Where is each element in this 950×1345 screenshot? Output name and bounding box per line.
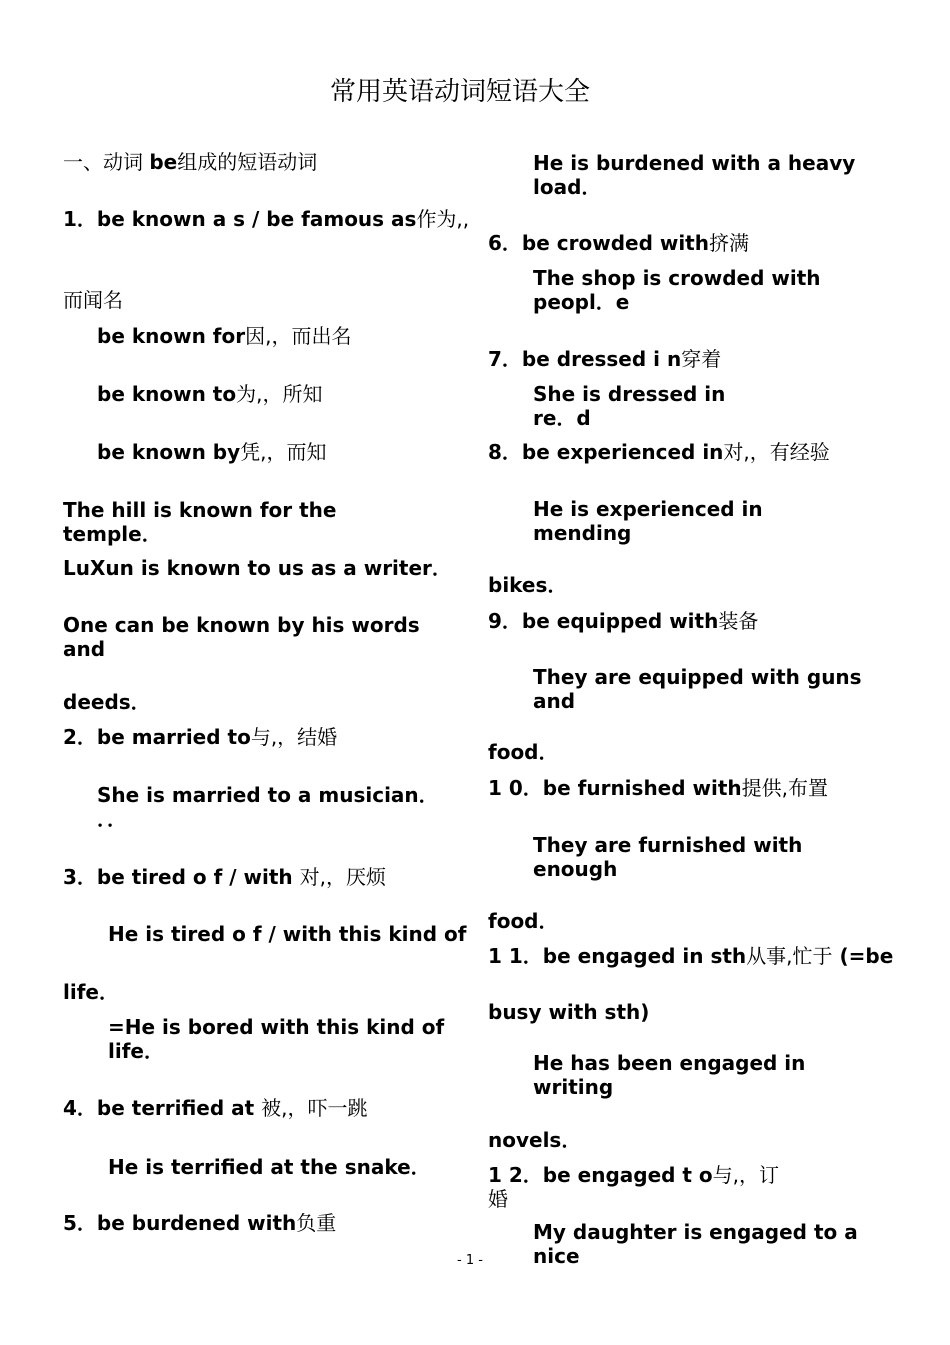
phrase-item-2 (63, 725, 337, 749)
phrase-item-6 (488, 231, 749, 255)
example-2-line2: ．． (97, 807, 127, 831)
example-4: He is terrified at the snake． (108, 1155, 431, 1179)
example-7-line2: re．d (533, 406, 591, 430)
example-5-line2: load． (533, 175, 602, 199)
example-6-line2: peopl．e (533, 290, 630, 314)
example-8-line3: bikes． (488, 573, 568, 597)
example-10-line1: They are furnished with (533, 833, 803, 857)
example-5-line1: He is burdened with a heavy (533, 151, 856, 175)
page-title: 常用英语动词短语大全 (329, 77, 590, 107)
phrase-1-continuation: 而闻名 (63, 288, 123, 312)
phrase-10-english: 1 0．be furnished with (488, 776, 742, 800)
phrase-1c-english: be known by (97, 440, 241, 464)
phrase-6-chinese: 挤满 (709, 231, 749, 255)
phrase-11-tail: (=be (832, 944, 894, 968)
example-12-line2: nice (533, 1244, 580, 1268)
phrase-item-3 (63, 865, 386, 889)
phrase-11-chinese: 从事,忙于 (746, 944, 833, 968)
section-heading (63, 150, 317, 174)
phrase-7-chinese: 穿着 (681, 347, 722, 371)
phrase-1a-chinese: 因,，而出名 (245, 324, 352, 348)
phrase-1-chinese: 作为,, (416, 207, 470, 231)
phrase-item-1c (97, 440, 327, 464)
phrase-7-english: 7．be dressed i n (488, 347, 682, 371)
example-1c-line3: deeds． (63, 690, 151, 714)
phrase-item-12 (488, 1163, 779, 1187)
phrase-1b-english: be known to (97, 382, 237, 406)
example-3-line2: life． (63, 980, 119, 1004)
phrase-item-8 (488, 440, 830, 464)
example-9-line2: and (533, 689, 576, 713)
example-11-line2: writing (533, 1075, 614, 1099)
phrase-2-chinese: 与,，结婚 (250, 725, 338, 749)
phrase-11-english: 1 1．be engaged in sth (488, 944, 747, 968)
phrase-8-chinese: 对,，有经验 (723, 440, 830, 464)
example-6-line1: The shop is crowded with (533, 266, 821, 290)
section-heading-suffix: 组成的短语动词 (177, 150, 318, 174)
example-1c-line1: One can be known by his words (63, 613, 420, 637)
example-1b: LuXun is known to us as a writer． (63, 556, 452, 580)
example-11-line3: novels． (488, 1128, 582, 1152)
phrase-10-chinese: 提供,布置 (741, 776, 829, 800)
phrase-4-chinese: 被,，吓一跳 (261, 1096, 368, 1120)
phrase-item-5 (63, 1211, 336, 1235)
phrase-item-11 (488, 944, 893, 968)
example-1a-line1: The hill is known for the (63, 498, 337, 522)
phrase-item-9 (488, 609, 758, 633)
example-3b-line1: =He is bored with this kind of (108, 1015, 445, 1039)
phrase-12-english: 1 2．be engaged t o (488, 1163, 713, 1187)
example-3-line1: He is tired o f / with this kind of (108, 922, 467, 946)
phrase-4-english: 4．be terrified at (63, 1096, 262, 1120)
phrase-1-english: 1．be known a s / be famous as (63, 207, 417, 231)
phrase-12-chinese: 与,，订 (712, 1163, 780, 1187)
phrase-3-english: 3．be tired o f / with (63, 865, 300, 889)
phrase-5-english: 5．be burdened with (63, 1211, 297, 1235)
example-8-line1: He is experienced in (533, 497, 763, 521)
example-8-line2: mending (533, 521, 632, 545)
phrase-9-english: 9．be equipped with (488, 609, 719, 633)
example-10-line3: food． (488, 909, 559, 933)
example-11-line1: He has been engaged in (533, 1051, 806, 1075)
phrase-1c-chinese: 凭,，而知 (240, 440, 327, 464)
phrase-1b-chinese: 为,，所知 (236, 382, 323, 406)
phrase-item-1b (97, 382, 322, 406)
phrase-8-english: 8．be experienced in (488, 440, 724, 464)
example-10-line2: enough (533, 857, 618, 881)
page-number: - 1 - (457, 1253, 483, 1268)
phrase-item-4 (63, 1096, 368, 1120)
phrase-11-continuation: busy with sth) (488, 1000, 650, 1024)
phrase-item-1 (63, 207, 469, 231)
example-7-line1: She is dressed in (533, 382, 726, 406)
example-9-line3: food． (488, 740, 559, 764)
section-heading-prefix: 一、动词 (63, 150, 150, 174)
example-3b-line2: life． (108, 1039, 164, 1063)
phrase-2-english: 2．be married to (63, 725, 251, 749)
example-9-line1: They are equipped with guns (533, 665, 862, 689)
phrase-item-10 (488, 776, 828, 800)
phrase-5-chinese: 负重 (296, 1211, 337, 1235)
phrase-6-english: 6．be crowded with (488, 231, 709, 255)
phrase-12-continuation: 婚 (488, 1187, 508, 1211)
example-2-line1: She is married to a musician． (97, 783, 439, 807)
phrase-1a-english: be known for (97, 324, 246, 348)
phrase-item-1a (97, 324, 351, 348)
phrase-9-chinese: 装备 (718, 609, 759, 633)
example-1a-line2: temple． (63, 522, 162, 546)
phrase-3-chinese: 对,，厌烦 (299, 865, 386, 889)
section-heading-be: be (149, 150, 178, 174)
example-1c-line2: and (63, 637, 106, 661)
phrase-item-7 (488, 347, 721, 371)
example-12-line1: My daughter is engaged to a (533, 1220, 858, 1244)
